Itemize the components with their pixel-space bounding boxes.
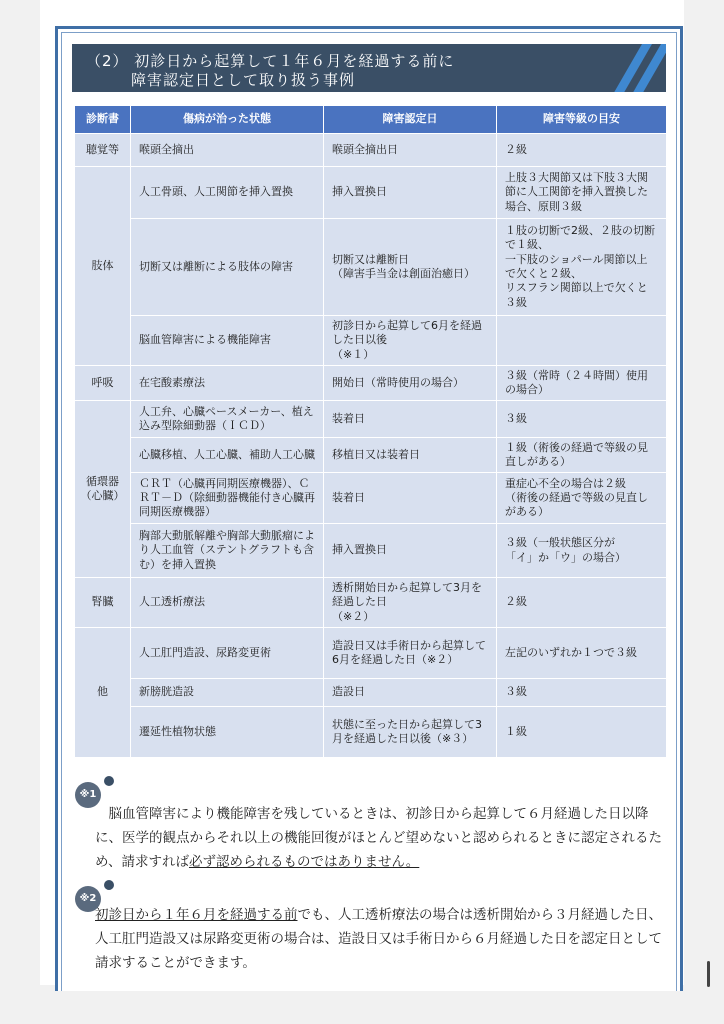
condition-cell: 心臓移植、人工心臓、補助人工心臓 (131, 438, 324, 473)
date-cell: 造設日又は手術日から起算して6月を経過した日（※２） (324, 628, 497, 679)
category-cell: 肢体 (75, 167, 131, 366)
col-header-grade: 障害等級の目安 (497, 106, 667, 134)
note-2-text-plain: でも、人工透析療法の場合は透析開始から３月経過した日、人工肛門造設又は尿路変更術の場合は、造設日又は手術日から６月経過した日を認定日として請求することができます。 (95, 907, 662, 971)
disability-date-table (74, 105, 667, 758)
condition-cell: 人工骨頭、人工関節を挿入置換 (131, 167, 324, 219)
col-header-date: 障害認定日 (324, 106, 497, 134)
table-row (75, 524, 667, 578)
condition-cell: 切断又は離断による肢体の障害 (131, 219, 324, 316)
table-row (75, 473, 667, 524)
table-row (75, 167, 667, 219)
note-1-text-plain: 脳血管障害により機能障害を残しているときは、初診日から起算して６月経過した日以降に、医学的観点からそれ以上の機能回復がほとんど望めないと認められるときに認定されるため、請求すれば (95, 806, 662, 870)
note-1 (75, 782, 673, 872)
condition-cell: 遷延性植物状態 (131, 707, 324, 758)
table-row (75, 578, 667, 628)
note-1-text (95, 802, 673, 874)
note-dot-icon (104, 776, 114, 786)
grade-cell: ２級 (497, 134, 667, 167)
col-header-diagnosis: 診断書 (75, 106, 131, 134)
table-row (75, 707, 667, 758)
section-title-line1: （2） 初診日から起算して１年６月を経過する前に (86, 52, 455, 70)
condition-cell: 新膀胱造設 (131, 679, 324, 707)
table-header-row (75, 106, 667, 134)
category-cell: 呼吸 (75, 366, 131, 401)
table-row (75, 628, 667, 679)
table-row (75, 316, 667, 366)
grade-cell: 左記のいずれか１つで３級 (497, 628, 667, 679)
date-cell: 初診日から起算して6月を経過した日以後 （※１） (324, 316, 497, 366)
grade-cell: １肢の切断で2級、２肢の切断で１級、 一下肢のショパール関節以上で欠くと２級、 リスフラン関節以上で欠くと３級 (497, 219, 667, 316)
date-cell: 喉頭全摘出日 (324, 134, 497, 167)
date-cell: 装着日 (324, 401, 497, 438)
category-cell: 他 (75, 628, 131, 758)
note-badge: ※2 (75, 886, 101, 912)
condition-cell: ＣＲＴ（心臓再同期医療機器）、ＣＲＴ－Ｄ（除細動器機能付き心臓再同期医療機器） (131, 473, 324, 524)
category-cell: 循環器 （心臓） (75, 401, 131, 578)
condition-cell: 人工弁、心臓ペースメーカー、植え込み型除細動器（ＩＣＤ） (131, 401, 324, 438)
scrollbar-thumb[interactable] (707, 961, 710, 987)
grade-cell: 上肢３大関節又は下肢３大関節に人工関節を挿入置換した場合、原則３級 (497, 167, 667, 219)
date-cell: 移植日又は装着日 (324, 438, 497, 473)
grade-cell: ３級（一般状態区分が 「イ」か「ウ」の場合） (497, 524, 667, 578)
condition-cell: 人工肛門造設、尿路変更術 (131, 628, 324, 679)
grade-cell: 重症心不全の場合は２級 （術後の経過で等級の見直しがある） (497, 473, 667, 524)
date-cell: 開始日（常時使用の場合） (324, 366, 497, 401)
grade-cell: １級 (497, 707, 667, 758)
condition-cell: 人工透析療法 (131, 578, 324, 628)
condition-cell: 喉頭全摘出 (131, 134, 324, 167)
table-row (75, 366, 667, 401)
condition-cell: 胸部大動脈解離や胸部大動脈瘤により人工血管（ステントグラフトも含む）を挿入置換 (131, 524, 324, 578)
condition-cell: 在宅酸素療法 (131, 366, 324, 401)
grade-cell (497, 316, 667, 366)
table-row (75, 401, 667, 438)
date-cell: 切断又は離断日 （障害手当金は創面治癒日） (324, 219, 497, 316)
note-2-text-underlined: 初診日から１年６月を経過する前 (95, 907, 298, 923)
condition-cell: 脳血管障害による機能障害 (131, 316, 324, 366)
note-dot-icon (104, 880, 114, 890)
grade-cell: ３級 (497, 401, 667, 438)
grade-cell: １級（術後の経過で等級の見直しがある） (497, 438, 667, 473)
note-badge: ※1 (75, 782, 101, 808)
grade-cell: ３級 (497, 679, 667, 707)
date-cell: 挿入置換日 (324, 524, 497, 578)
table-row (75, 134, 667, 167)
table-row (75, 219, 667, 316)
category-cell: 聴覚等 (75, 134, 131, 167)
table-row (75, 438, 667, 473)
grade-cell: ２級 (497, 578, 667, 628)
date-cell: 透析開始日から起算して3月を経過した日 （※２） (324, 578, 497, 628)
note-2 (75, 886, 673, 976)
grade-cell: ３級（常時（２４時間）使用の場合） (497, 366, 667, 401)
date-cell: 装着日 (324, 473, 497, 524)
col-header-condition: 傷病が治った状態 (131, 106, 324, 134)
note-2-text (95, 903, 673, 975)
section-title-line2: 障害認定日として取り扱う事例 (131, 71, 356, 89)
category-cell: 腎臓 (75, 578, 131, 628)
table-row (75, 679, 667, 707)
date-cell: 造設日 (324, 679, 497, 707)
section-title-banner (72, 44, 666, 92)
date-cell: 状態に至った日から起算して3月を経過した日以後（※３） (324, 707, 497, 758)
date-cell: 挿入置換日 (324, 167, 497, 219)
note-1-text-underlined: 必ず認められるものではありません。 (188, 854, 420, 870)
